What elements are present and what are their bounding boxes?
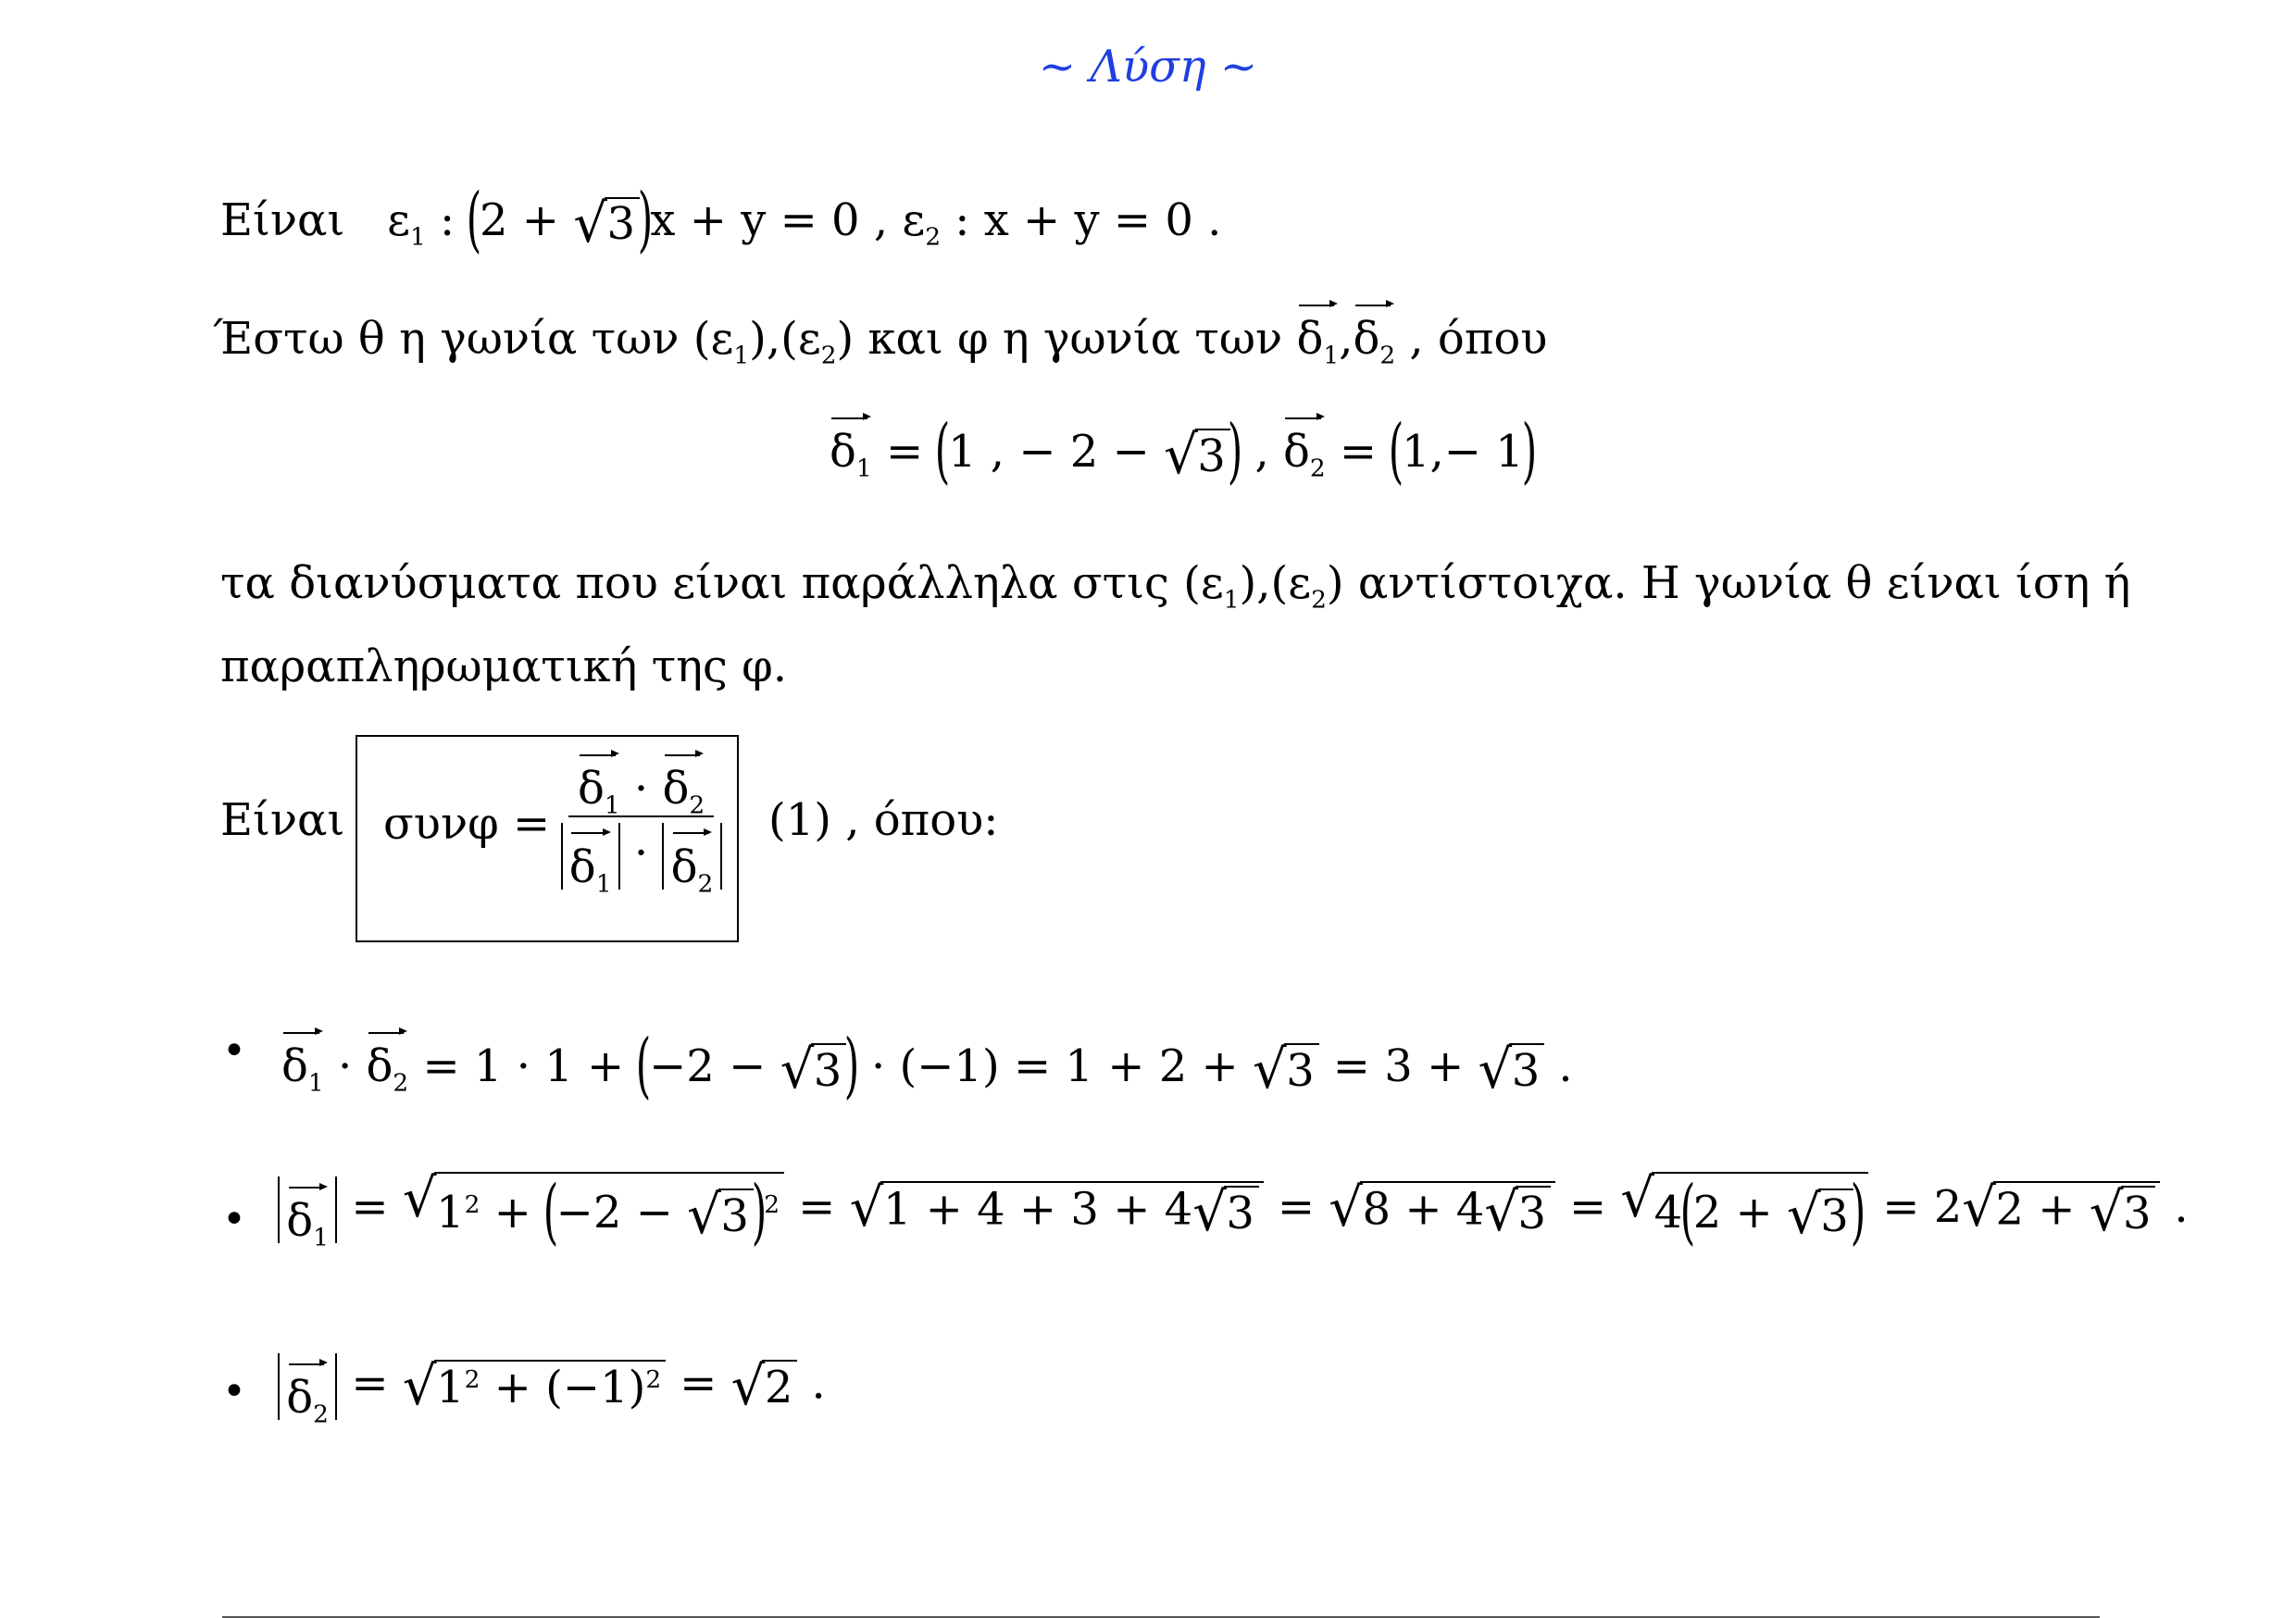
sqrt: √ 1 + 4 + 3 + 4 √ 3	[850, 1181, 1264, 1239]
sqrt: √ 8 + 4 √ 3	[1329, 1181, 1554, 1239]
sqrt: √ 3	[1479, 1043, 1545, 1097]
norm-d2-line: $\delta_2$ = √ $1^2 + (-1)^2$ = √ 2 .	[278, 1353, 826, 1420]
line-angles: Έστω θ η γωνία των $(\varepsilon_1),(\varepsilon_2)$ και φ η γωνία των $\delta_1,\delta_2$ , όπου	[213, 294, 1547, 361]
sqrt: √ 2 + √ 3	[1962, 1181, 2160, 1239]
page-title: ~ Λύση ~	[1038, 41, 1258, 93]
eps1: $\varepsilon_1$	[387, 193, 426, 252]
formula-box	[356, 735, 739, 942]
sqrt: √ 3	[1253, 1043, 1319, 1097]
sqrt: √ 3	[780, 1043, 847, 1097]
vector-d1: $\delta_1$	[578, 744, 620, 811]
norm-d1: $\delta_1$	[278, 1176, 337, 1243]
norm-d1: $\delta_1$	[561, 823, 620, 890]
bullet: •	[222, 1368, 246, 1415]
line-parallel: τα διανύσματα που είναι παράλληλα στις $(\varepsilon_1),(\varepsilon_2)$ αντίστοιχα. Η γωνία θ είναι ίση ή	[220, 557, 2131, 615]
vector-d2: $\delta_2$	[366, 1022, 408, 1089]
norm-d1-line: $\delta_1$ = √ $1^2 + (-2$ − √ 3 )$^2$ = √ 1 + 4 + 3 + 4 √ 3 = √ 8 + 4 √ 3 = √ 4(2 + √ 3 ) = 2 √ 2 + √ 3 .	[278, 1172, 2189, 1249]
sqrt: √ 4(2 + √ 3 )	[1620, 1172, 1868, 1249]
bullet: •	[222, 1196, 246, 1243]
line-direction-vectors: $\delta_1 = (1$ , − 2 − √ 3 ) , $\delta_2 = (1,- 1)$	[830, 407, 1534, 488]
line-supplementary: παραπληρωματική της φ.	[220, 641, 787, 692]
vector-d2: $\delta_2$	[1283, 407, 1326, 474]
eps2: $\varepsilon_2$	[902, 193, 942, 252]
vector-d2: $\delta_2$	[662, 744, 705, 811]
cosine-fraction: $\frac{\delta_1 \cdot \delta_2}{\delta_1 \cdot \delta_2}$	[552, 744, 730, 890]
equation-label: (1) , όπου:	[768, 794, 999, 846]
cosine-label: συνφ =	[383, 798, 551, 850]
bullet: •	[222, 1027, 246, 1075]
word-einai: Είναι	[220, 193, 345, 246]
norm-d2: $\delta_2$	[278, 1353, 337, 1420]
sqrt: √ $1^2 + (-2$ − √ 3 )$^2$	[403, 1172, 784, 1249]
norm-d2: $\delta_2$	[662, 823, 721, 890]
vector-d2: $\delta_2$	[1353, 294, 1395, 361]
line-equations: Είναι $\varepsilon_1$ : (2 + √ 3 )x + y = 0 , $\varepsilon_2$ : x + y = 0 .	[220, 179, 1222, 261]
sqrt: √ 3	[1164, 429, 1230, 482]
vector-d1: $\delta_1$	[830, 407, 872, 474]
vector-d1: $\delta_1$	[281, 1022, 324, 1089]
word-einai: Είναι	[220, 794, 345, 846]
dot-product-line: $\delta_1 \cdot \delta_2 = 1 \cdot 1 + (-2$ − √ 3 ) · (−1) = 1 + 2 + √ 3 = 3 + √ 3 .	[281, 1022, 1573, 1102]
sqrt: √ $1^2 + (-1)^2$	[403, 1360, 666, 1413]
sqrt: √ 2	[731, 1360, 798, 1413]
vector-d1: $\delta_1$	[1296, 294, 1339, 361]
sqrt: √ 3	[573, 197, 640, 251]
